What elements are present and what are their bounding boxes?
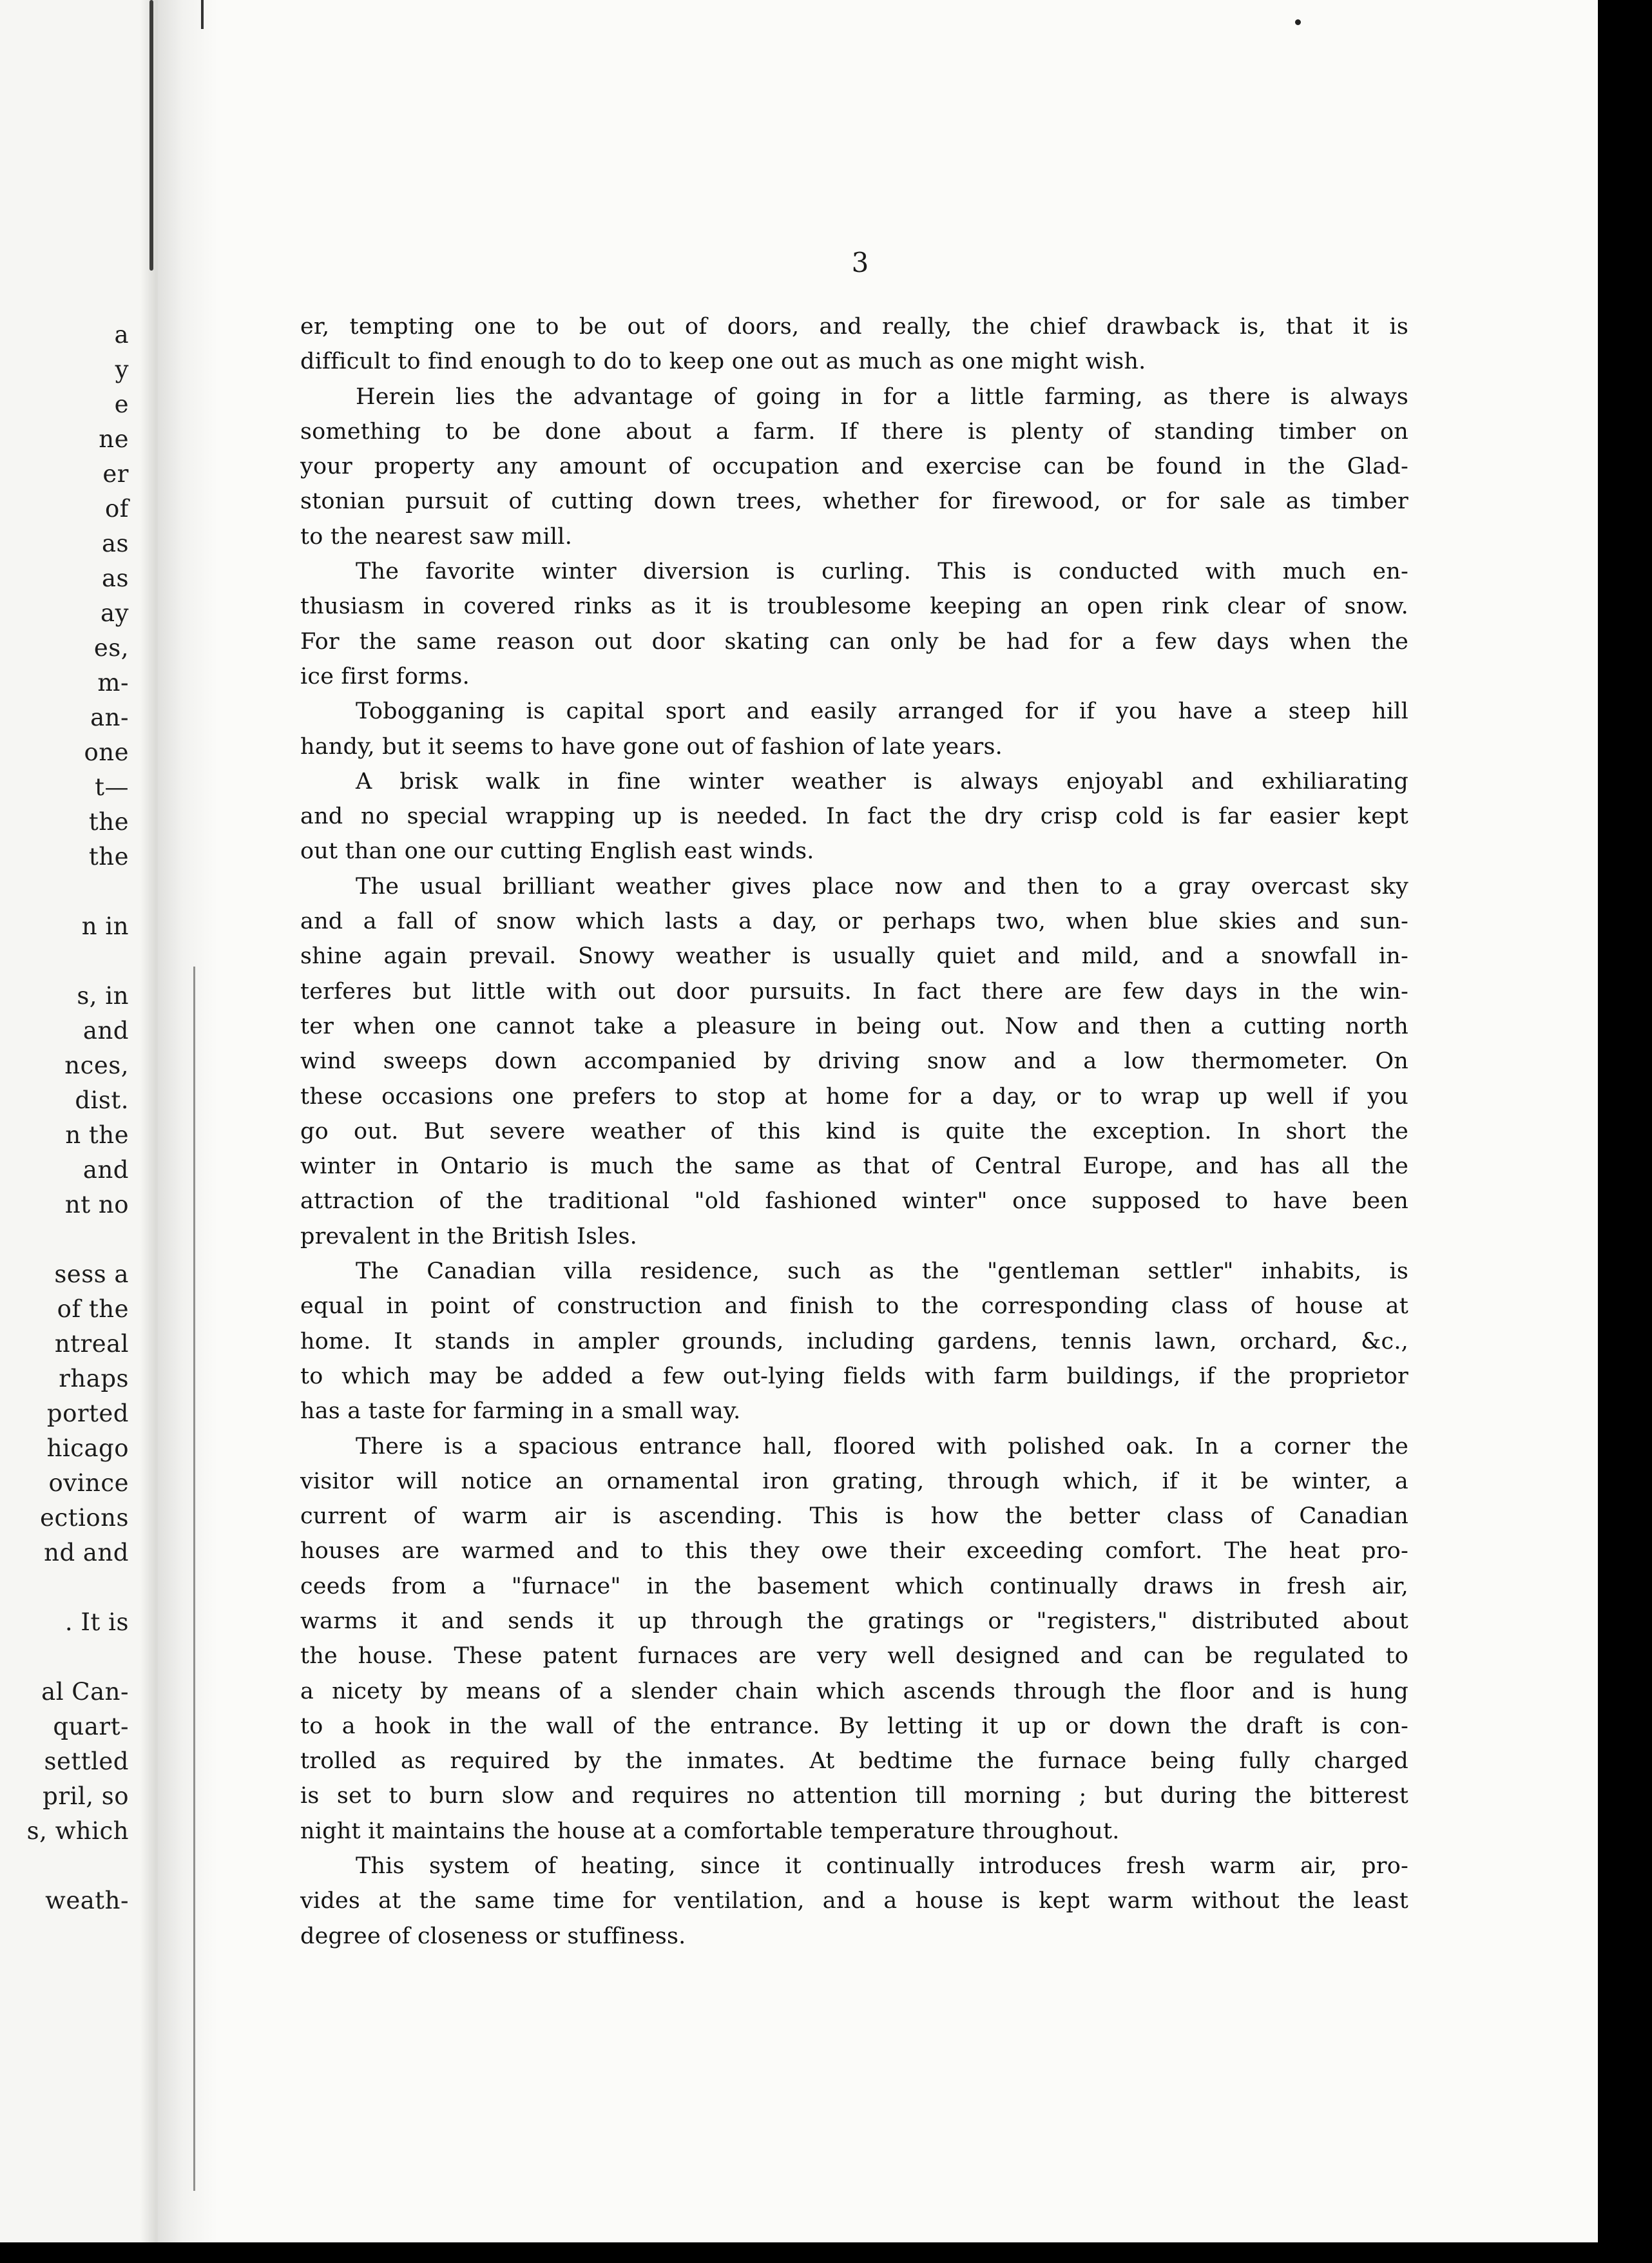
- text-line: has a taste for farming in a small way.: [300, 1398, 741, 1425]
- text-line: equal in point of construction and finish to the corresponding class of house at: [300, 1293, 1408, 1320]
- facing-page-fragment: and: [82, 1156, 129, 1184]
- text-line: your property any amount of occupation and exercise can be found in the Glad-: [300, 454, 1408, 480]
- page-number: 3: [851, 247, 869, 278]
- facing-page-fragment: s, in: [77, 982, 129, 1010]
- text-line: out than one our cutting English east winds.: [300, 838, 814, 865]
- text-line: For the same reason out door skating can only be had for a few days when the: [300, 628, 1408, 655]
- text-line: stonian pursuit of cutting down trees, whether for firewood, or for sale as timber: [300, 488, 1408, 515]
- text-line: a nicety by means of a slender chain which ascends through the floor and is hung: [300, 1678, 1408, 1704]
- text-line: is set to burn slow and requires no attention till morning ; but during the bitterest: [300, 1783, 1408, 1809]
- facing-page-fragment: ntreal: [54, 1330, 129, 1358]
- text-line: to a hook in the wall of the entrance. By letting it up or down the draft is con-: [300, 1713, 1408, 1739]
- facing-page-fragment: er: [102, 460, 129, 488]
- text-line: This system of heating, since it continually introduces fresh warm air, pro-: [356, 1853, 1408, 1880]
- facing-page-fragment: t—: [95, 773, 129, 801]
- text-line: ice first forms.: [300, 663, 470, 689]
- facing-page-fragment: settled: [44, 1748, 129, 1775]
- scan-border-right: [1598, 0, 1652, 2263]
- binding-gutter: [140, 0, 218, 2242]
- facing-page-fragment: as: [101, 564, 129, 592]
- binding-edge-line: [193, 967, 195, 2191]
- text-line: Tobogganing is capital sport and easily arranged for if you have a steep hill: [356, 698, 1408, 725]
- text-line: and no special wrapping up is needed. In fact the dry crisp cold is far easier kept: [300, 804, 1408, 830]
- facing-page-fragment: s, which: [26, 1817, 129, 1845]
- facing-page-fragment: an-: [90, 704, 129, 731]
- facing-page-fragment: . It is: [64, 1608, 129, 1636]
- text-line: the house. These patent furnaces are very well designed and can be regulated to: [300, 1643, 1408, 1670]
- scan-mark: [201, 0, 204, 29]
- facing-page-fragment: of the: [57, 1295, 129, 1323]
- text-line: handy, but it seems to have gone out of fashion of late years.: [300, 733, 1003, 760]
- text-line: vides at the same time for ventilation, and a house is kept warm without the least: [300, 1888, 1408, 1914]
- text-line: There is a spacious entrance hall, floored with polished oak. In a corner the: [356, 1433, 1408, 1459]
- body-text: [300, 309, 1408, 1954]
- text-line: er, tempting one to be out of doors, and really, the chief drawback is, that it is: [300, 314, 1408, 340]
- text-line: visitor will notice an ornamental iron grating, through which, if it be winter, a: [300, 1468, 1408, 1494]
- text-line: difficult to find enough to do to keep one out as much as one might wish.: [300, 349, 1146, 375]
- binding-edge-mark: [149, 0, 153, 271]
- facing-page-fragment: of: [105, 495, 129, 523]
- facing-page-fragment: ne: [99, 425, 129, 453]
- text-line: shine again prevail. Snowy weather is usually quiet and mild, and a snowfall in-: [300, 943, 1408, 970]
- text-line: to which may be added a few out-lying fields with farm buildings, if the proprietor: [300, 1363, 1408, 1389]
- text-line: to the nearest saw mill.: [300, 523, 573, 550]
- facing-page-fragment: dist.: [75, 1086, 129, 1114]
- text-line: go out. But severe weather of this kind is quite the exception. In short the: [300, 1118, 1408, 1144]
- facing-page-fragment: weath-: [45, 1887, 129, 1914]
- facing-page-fragment: rhaps: [59, 1365, 129, 1392]
- text-line: warms it and sends it up through the gratings or "registers," distributed about: [300, 1608, 1408, 1634]
- facing-page-fragment: ections: [40, 1504, 129, 1532]
- facing-page-fragment: the: [88, 808, 129, 836]
- text-line: wind sweeps down accompanied by driving snow and a low thermometer. On: [300, 1048, 1408, 1075]
- facing-page-fragment: y: [115, 356, 129, 383]
- text-line: these occasions one prefers to stop at home for a day, or to wrap up well if you: [300, 1083, 1408, 1110]
- text-line: current of warm air is ascending. This is how the better class of Canadian: [300, 1503, 1408, 1530]
- facing-page-fragment: and: [82, 1017, 129, 1045]
- facing-page-fragment: n the: [65, 1121, 129, 1149]
- facing-page-fragment: hicago: [46, 1434, 129, 1462]
- text-line: The Canadian villa residence, such as the "gentleman settler" inhabits, is: [356, 1258, 1408, 1285]
- facing-page-fragment: the: [88, 843, 129, 871]
- text-line: ceeds from a "furnace" in the basement which continually draws in fresh air,: [300, 1573, 1408, 1599]
- text-line: winter in Ontario is much the same as that of Central Europe, and has all the: [300, 1153, 1408, 1180]
- facing-page-fragment: ovince: [48, 1469, 129, 1497]
- text-line: trolled as required by the inmates. At bedtime the furnace being fully charged: [300, 1748, 1408, 1775]
- text-line: houses are warmed and to this they owe their exceeding comfort. The heat pro-: [300, 1538, 1408, 1565]
- facing-page-fragment: nd and: [44, 1539, 129, 1566]
- facing-page-fragment: n in: [81, 912, 129, 940]
- facing-page-fragment: one: [84, 738, 129, 766]
- facing-page-fragment: as: [101, 530, 129, 557]
- facing-page-fragment: m-: [97, 669, 129, 697]
- text-line: The usual brilliant weather gives place now and then to a gray overcast sky: [356, 873, 1408, 900]
- facing-page-fragment: pril, so: [43, 1782, 129, 1810]
- facing-page-fragment: ported: [46, 1400, 129, 1427]
- text-line: prevalent in the British Isles.: [300, 1223, 637, 1249]
- scan-border-bottom: [0, 2242, 1652, 2263]
- text-line: degree of closeness or stuffiness.: [300, 1923, 686, 1949]
- facing-page-fragment: ay: [101, 599, 129, 627]
- text-line: and a fall of snow which lasts a day, or perhaps two, when blue skies and sun-: [300, 909, 1408, 935]
- facing-page-fragment: es,: [93, 634, 129, 662]
- facing-page-fragment: a: [114, 321, 129, 349]
- text-line: something to be done about a farm. If there is plenty of standing timber on: [300, 418, 1408, 445]
- ink-speck: [1295, 19, 1301, 25]
- text-line: terferes but little with out door pursuits. In fact there are few days in the win-: [300, 978, 1408, 1005]
- text-line: Herein lies the advantage of going in for a little farming, as there is always: [356, 383, 1408, 410]
- facing-page-fragment: al Can-: [41, 1678, 129, 1706]
- facing-page-fragment: nt no: [64, 1191, 129, 1218]
- text-line: night it maintains the house at a comfortable temperature throughout.: [300, 1818, 1120, 1844]
- text-line: home. It stands in ampler grounds, including gardens, tennis lawn, orchard, &c.,: [300, 1328, 1408, 1354]
- text-line: The favorite winter diversion is curling. This is conducted with much en-: [356, 559, 1408, 585]
- text-line: attraction of the traditional "old fashioned winter" once supposed to have been: [300, 1188, 1408, 1215]
- facing-page-fragment: quart-: [53, 1713, 129, 1740]
- facing-page-fragment: sess a: [54, 1260, 129, 1288]
- facing-page-edge: [0, 0, 158, 2242]
- facing-page-fragment: nces,: [64, 1052, 129, 1079]
- text-line: thusiasm in covered rinks as it is troublesome keeping an open rink clear of snow.: [300, 593, 1408, 620]
- text-line: A brisk walk in fine winter weather is always enjoyabl and exhiliarating: [356, 768, 1408, 794]
- facing-page-fragment: e: [114, 390, 129, 418]
- text-line: ter when one cannot take a pleasure in being out. Now and then a cutting north: [300, 1013, 1408, 1039]
